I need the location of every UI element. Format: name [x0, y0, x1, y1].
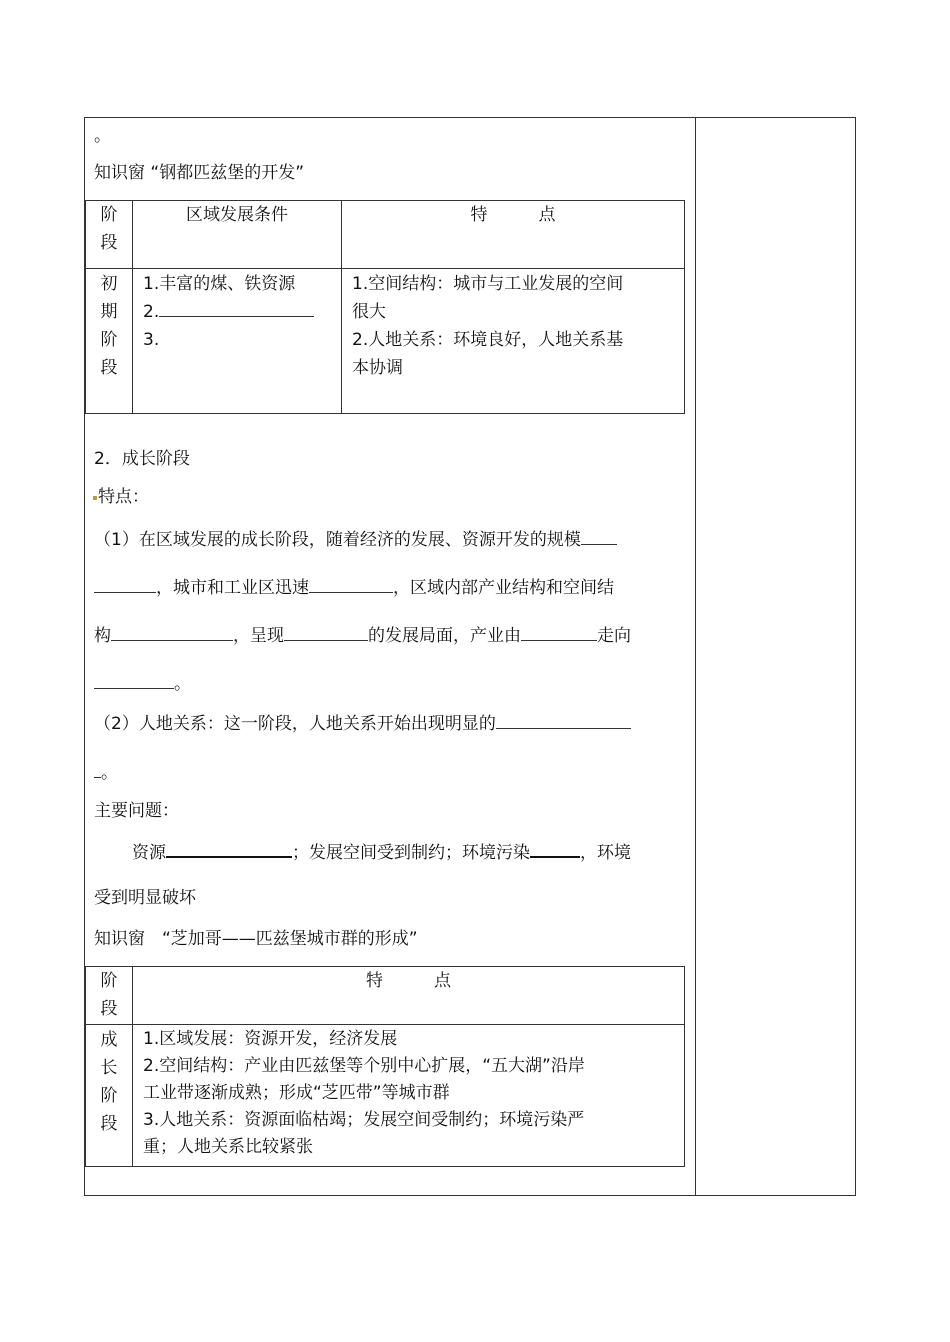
- blank-line: [309, 578, 393, 593]
- condition-2: 2.: [143, 298, 341, 326]
- blank-line: [166, 842, 292, 858]
- blank-line: [94, 674, 174, 689]
- problems-label: 主要问题：: [94, 801, 179, 821]
- paragraph1-line1: （1）在区域发展的成长阶段，随着经济的发展、资源开发的规模: [94, 530, 617, 550]
- blank-line: [111, 626, 233, 641]
- table1-header-conditions: 区域发展条件: [133, 201, 342, 269]
- table1-header-features: 特 点: [342, 201, 685, 269]
- pittsburgh-development-table: [85, 200, 685, 414]
- blank-line: [530, 842, 580, 858]
- table1-conditions-cell: [133, 269, 342, 414]
- blank-line: [94, 763, 101, 778]
- table2-features-cell: 1.区域发展：资源开发，经济发展 2.空间结构：产业由匹兹堡等个别中心扩展，“五大湖”沿岸 工业带逐渐成熟；形成“芝匹带”等城市群 3.人地关系：资源面临枯竭；发展空间受制约；环境污染严 重；人地关系比较紧张: [133, 1025, 685, 1167]
- table1-header-stage: 阶 段: [86, 201, 133, 269]
- features-label: 特点：: [98, 487, 149, 507]
- paragraph2-line1: （2）人地关系：这一阶段，人地关系开始出现明显的: [94, 714, 631, 734]
- problems-line1: 资源 ；发展空间受到制约；环境污染 ，环境: [132, 843, 631, 863]
- paragraph1-line4: 。: [94, 674, 191, 694]
- condition-1: 1.丰富的煤、铁资源: [143, 274, 296, 294]
- blank-line: [581, 530, 617, 545]
- section-heading-growth: 2．成长阶段: [94, 449, 190, 469]
- chicago-pittsburgh-table: [85, 966, 685, 1167]
- text-marker: [93, 496, 97, 500]
- knowledge-window-title-2: 知识窗 “芝加哥——匹兹堡城市群的形成”: [94, 929, 418, 949]
- table1-features-cell: 1.空间结构：城市与工业发展的空间 很大 2.人地关系：环境良好，人地关系基 本协调: [342, 269, 685, 414]
- condition-3: 3.: [143, 330, 160, 350]
- paragraph1-line2: ，城市和工业区迅速 ，区域内部产业结构和空间结: [94, 578, 614, 598]
- blank-line: [521, 626, 597, 641]
- paragraph2-line2: 。: [94, 763, 118, 783]
- table2-header-stage: 阶 段: [86, 967, 133, 1025]
- blank-line: [159, 302, 314, 317]
- blank-line: [284, 626, 368, 641]
- problems-line2: 受到明显破坏: [94, 888, 196, 908]
- blank-line: [94, 578, 156, 593]
- table2-row-stage: 成 长 阶 段: [86, 1025, 133, 1167]
- top-period: 。: [94, 126, 111, 146]
- table1-row-stage: 初 期 阶 段: [86, 269, 133, 414]
- column-divider: [695, 117, 696, 1196]
- knowledge-window-title-1: 知识窗 “钢都匹兹堡的开发”: [94, 163, 305, 183]
- paragraph1-line3: 构 ，呈现 的发展局面，产业由 走向: [94, 626, 631, 646]
- blank-line: [496, 714, 631, 729]
- table2-header-features: 特 点: [133, 967, 685, 1025]
